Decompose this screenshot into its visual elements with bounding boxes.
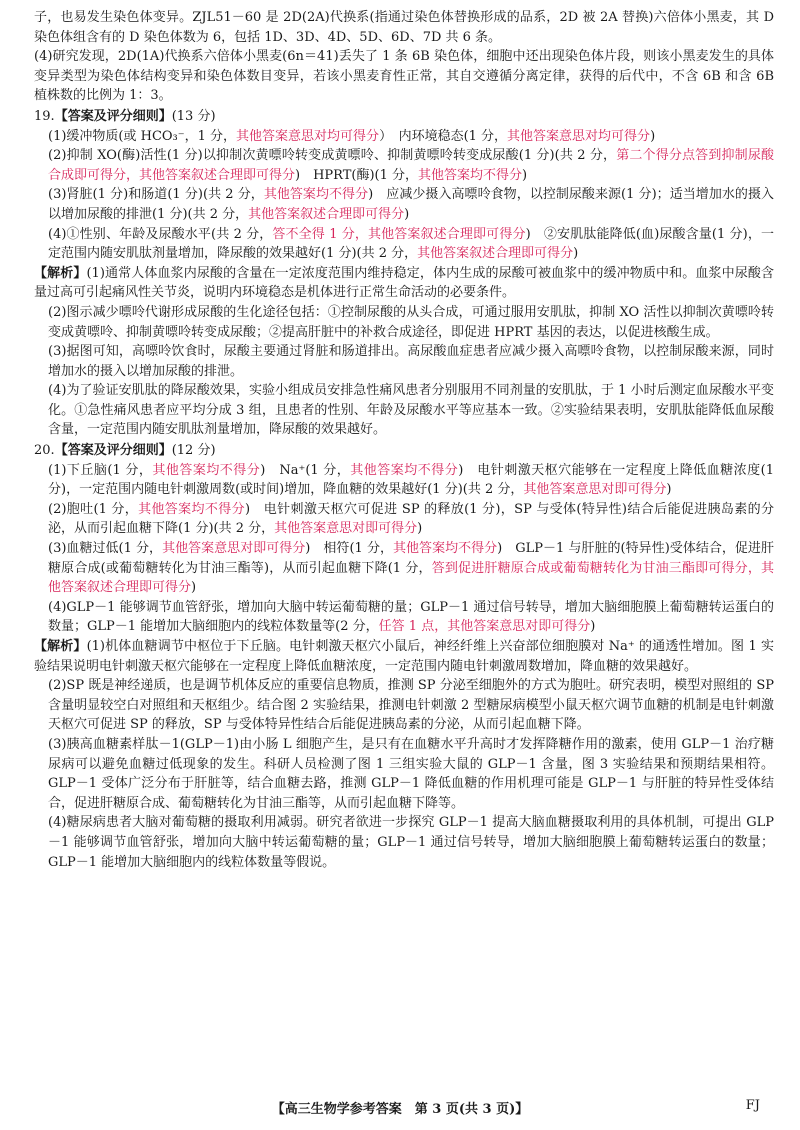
q20-title: 【答案及评分细则】 [54,443,172,459]
q20-analysis-4: (4)糖尿病患者大脑对葡萄糖的摄取利用减弱。研究者欲进一步探究 GLP－1 提高大脑血糖摄取利用的具体机制，可提出 GLP－1 能够调节血管舒张，增加向大脑中转运葡萄糖的量；GLP－1 通过信号转导，增加大脑细胞膜上葡萄糖转运蛋白的数量；GLP－1 能增加大脑细胞内的线粒体数量等假说。 [48,815,774,870]
q20-answer-3: (3)血糖过低(1 分，其他答案意思对即可得分) 相符(1 分，其他答案均不得分) GLP－1 与肝脏的(特异性)受体结合，促进肝糖原合成(或葡萄糖转化为甘油三酯等)，从而引起血糖下降(1 分，答到促进肝糖原合成或葡萄糖转化为甘油三酯即可得分，其他答案叙述合理即可得分) [48,541,774,596]
q20-analysis-label: 【解析】 [34,639,87,654]
q20-header [34,441,774,461]
q19-answer-4: (4)①性别、年龄及尿酸水平(共 2 分，答不全得 1 分，其他答案叙述合理即可得分) ②安肌肽能降低(血)尿酸含量(1 分)，一定范围内随安肌肽剂量增加，降尿酸的效果越好(1 分)(共 2 分，其他答案叙述合理即可得分) [48,226,774,262]
answer-page [34,8,774,872]
q20-analysis-3: (3)胰高血糖素样肽－1(GLP－1)由小肠 L 细胞产生，是只有在血糖水平升高时才发挥降糖作用的激素，使用 GLP－1 治疗糖尿病可以避免血糖过低现象的发生。科研人员检测了图 1 三组实验大鼠的 GLP－1 含量，图 3 实验结果和预期结果相符。GLP－1 受体广泛分布于肝脏等，结合血糖去路，推测 GLP－1 降低血糖的作用机理可能是 GLP－1 与肝脏的特异性受体结合，促进肝糖原合成、葡萄糖转化为甘油三酯等，从而引起血糖下降等。 [48,736,774,811]
q19-analysis-label: 【解析】 [34,265,87,281]
q20-number: 20. [34,443,55,459]
footer-code: FJ [745,1098,760,1113]
q20-answer-2: (2)胞吐(1 分，其他答案均不得分) 电针刺激天枢穴可促进 SP 的释放(1 分)，SP 与受体(特异性)结合后能促进胰岛素的分泌，从而引起血糖下降(1 分)(共 2 分，其他答案意思对即可得分) [48,501,775,537]
q19-analysis-4: (4)为了验证安肌肽的降尿酸效果，实验小组成员安排急性痛风患者分别服用不同剂量的安肌肽，于 1 小时后测定血尿酸水平变化。①急性痛风患者应平均分成 3 组，且患者的性别、年龄及尿酸水平等应基本一致。②实验结果表明，安肌肽能降低血尿酸含量，一定范围内随安肌肽剂量增加，降尿酸的效果越好。 [48,383,774,438]
q20-answer-1: (1)下丘脑(1 分，其他答案均不得分) Na⁺(1 分，其他答案均不得分) 电针刺激天枢穴能够在一定程度上降低血糖浓度(1 分)，一定范围内随电针刺激周数(或时间)增加，降血糖的效果越好(1 分)(共 2 分，其他答案意思对即可得分) [48,462,774,498]
q19-analysis-2: (2)图示减少嘌呤代谢形成尿酸的生化途径包括：①控制尿酸的从头合成，可通过服用安肌肽，抑制 XO 活性以抑制次黄嘌呤转变成黄嘌呤、抑制黄嘌呤转变成尿酸；②提高肝脏中的补救合成途径，即促进 HPRT 基因的表达，以促进核酸生成。 [48,304,774,340]
intro-paragraph-1: 子，也易发生染色体变异。ZJL51－60 是 2D(2A)代换系(指通过染色体替换形成的品系，2D 被 2A 替换)六倍体小黑麦，其 D 染色体组含有的 D 染色体数为 6，包括 1D、3D、4D、5D、6D、7D 共 6 条。 [34,10,774,45]
q19-header [34,107,774,127]
q19-answer-2: (2)抑制 XO(酶)活性(1 分)以抑制次黄嘌呤转变成黄嘌呤、抑制黄嘌呤转变成尿酸(1 分)(共 2 分，第二个得分点答到抑制尿酸合成即可得分，其他答案叙述合理即可得分) HPRT(酶)(1 分，其他答案均不得分) [48,148,774,183]
q19-answer-3: (3)肾脏(1 分)和肠道(1 分)(共 2 分，其他答案均不得分) 应减少摄入高嘌呤食物，以控制尿酸来源(1 分)；适当增加水的摄入以增加尿酸的排泄(1 分)(共 2 分，其他答案叙述合理即可得分) [48,187,774,222]
q20-score: (12 分) [171,443,216,459]
q19-score: (13 分) [171,108,216,124]
q19-answer-1: (1)缓冲物质(或 HCO₃⁻，1 分，其他答案意思对均可得分） 内环境稳态(1 分，其他答案意思对均可得分) [48,128,656,144]
footer-title: 【高三生物学参考答案 第 3 页(共 3 页)】 [271,1102,529,1117]
q19-number: 19. [34,108,55,124]
q20-analysis-1: 【解析】(1)机体血糖调节中枢位于下丘脑。电针刺激天枢穴小鼠后，神经纤维上兴奋部位细胞膜对 Na⁺ 的通透性增加。图 1 实验结果说明电针刺激天枢穴能够在一定程度上降低血糖浓度，一定范围内随电针刺激周数增加，降血糖的效果越好。 [34,639,774,674]
q19-analysis-3: (3)据图可知，高嘌呤饮食时，尿酸主要通过肾脏和肠道排出。高尿酸血症患者应减少摄入高嘌呤食物，以控制尿酸来源，同时增加水的摄入以增加尿酸的排泄。 [48,344,774,379]
q19-analysis-1: 【解析】(1)通常人体血浆内尿酸的含量在一定浓度范围内维持稳定，体内生成的尿酸可被血浆中的缓冲物质中和。血浆中尿酸含量过高可引起痛风性关节炎，说明内环境稳态是机体进行正常生命活动的必要条件。 [34,265,774,301]
q19-title: 【答案及评分细则】 [54,108,172,124]
page-footer [0,1096,800,1120]
q20-answer-4: (4)GLP－1 能够调节血管舒张，增加向大脑中转运葡萄糖的量；GLP－1 通过信号转导，增加大脑细胞膜上葡萄糖转运蛋白的数量；GLP－1 能增加大脑细胞内的线粒体数量等(2 分，任答 1 点，其他答案意思对即可得分) [48,599,774,635]
intro-paragraph-2: (4)研究发现，2D(1A)代换系六倍体小黑麦(6n＝41)丢失了 1 条 6B 染色体，细胞中还出现染色体片段，则该小黑麦发生的具体变异类型为染色体结构变异和染色体数目变异，若该小黑麦育性正常，其自交遵循分离定律，获得的后代中，不含 6B 和含 6B 植株数的比例为 1：3。 [34,49,774,104]
q20-analysis-2: (2)SP 既是神经递质，也是调节机体反应的重要信息物质，推测 SP 分泌至细胞外的方式为胞吐。研究表明，模型对照组的 SP 含量明显较空白对照组和天枢组少。结合图 2 实验结果，推测电针刺激 2 型糖尿病模型小鼠天枢穴调节血糖的机制是电针刺激天枢穴可促进 SP 的释放，SP 与受体特异性结合后能促进胰岛素的分泌，从而引起血糖下降。 [48,678,774,733]
